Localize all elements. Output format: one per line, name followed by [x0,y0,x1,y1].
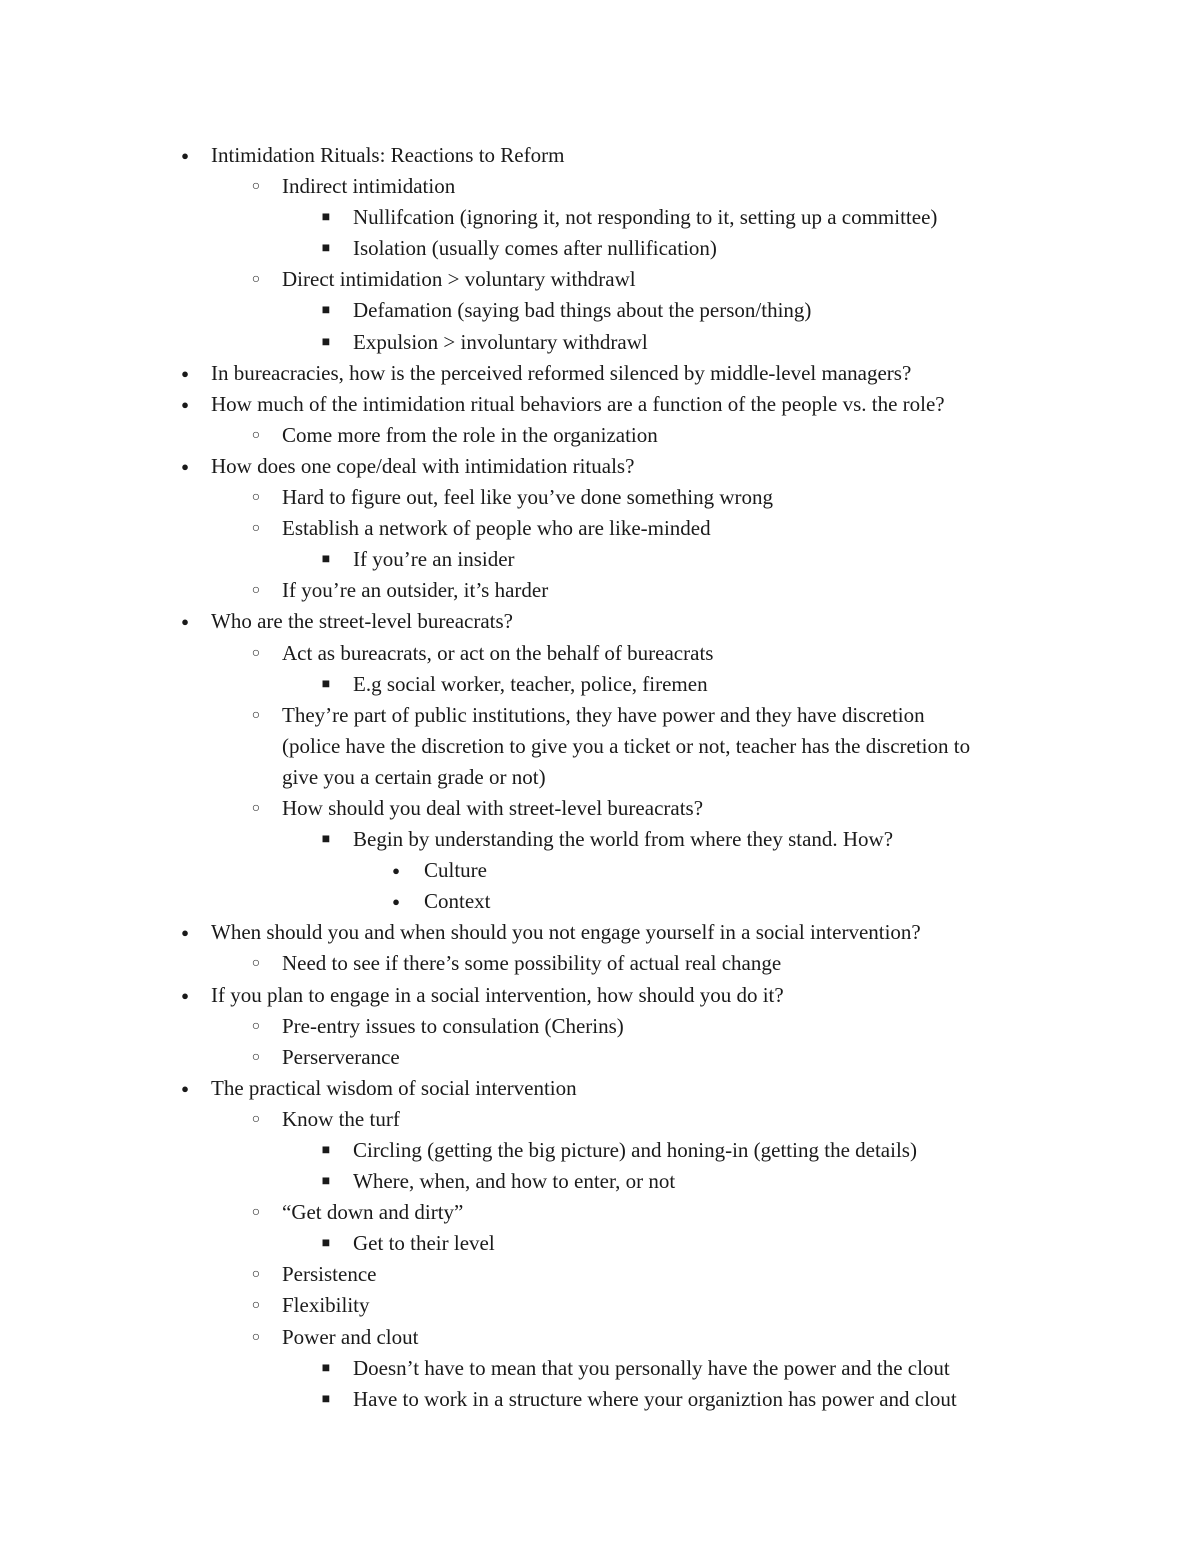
outline-text: Direct intimidation > voluntary withdrawl [282,267,636,292]
filled-disc-bullet-icon: ● [392,894,400,910]
outline-item-level-1 [0,793,1200,824]
outline-item-level-1 [0,171,1200,202]
hollow-circle-bullet-icon: ○ [251,490,261,506]
outline-text: E.g social worker, teacher, police, firemen [353,671,708,696]
filled-disc-bullet-icon: ● [181,925,189,941]
hollow-circle-bullet-icon: ○ [251,956,261,972]
outline-text: Get to their level [353,1231,495,1256]
outline-item-level-1 [0,1322,1200,1353]
filled-disc-bullet-icon: ● [181,365,189,381]
outline-text: Pre-entry issues to consulation (Cherins) [282,1013,624,1038]
outline-text: Who are the street-level bureacrats? [211,609,513,634]
outline-item-level-2 [0,233,1200,264]
outline-item-level-1 [0,1197,1200,1228]
outline-text: If you’re an insider [353,547,515,572]
outline-item-level-0 [0,1073,1200,1104]
outline-item-level-0 [0,917,1200,948]
filled-disc-bullet-icon: ● [181,987,189,1003]
outline-item-level-1 [0,420,1200,451]
outline-text: Expulsion > involuntary withdrawl [353,329,648,354]
filled-square-bullet-icon: ■ [321,210,331,226]
outline-item-level-1 [0,1011,1200,1042]
filled-square-bullet-icon: ■ [321,1236,331,1252]
hollow-circle-bullet-icon: ○ [251,179,261,195]
outline-item-level-0 [0,140,1200,171]
hollow-circle-bullet-icon: ○ [251,272,261,288]
outline-text: Intimidation Rituals: Reactions to Reform [211,143,565,167]
outline-item-level-1 [0,1259,1200,1290]
outline-text: Isolation (usually comes after nullification) [353,236,717,261]
outline-text: They’re part of public institutions, they have power and they have discretion [282,702,925,727]
outline-item-level-1 [0,264,1200,295]
outline-text: Flexibility [282,1293,370,1318]
hollow-circle-bullet-icon: ○ [251,427,261,443]
outline-item-level-1 [0,638,1200,669]
filled-disc-bullet-icon: ● [181,458,189,474]
outline-text: Circling (getting the big picture) and honing-in (getting the details) [353,1138,917,1162]
outline-text: Know the turf [282,1106,400,1131]
outline-text: Nullifcation (ignoring it, not responding to it, setting up a committee) [353,205,938,230]
outline-continuation-line [0,731,1200,762]
outline-text: “Get down and dirty” [282,1200,464,1225]
filled-disc-bullet-icon: ● [181,148,189,163]
outline-item-level-2 [0,824,1200,855]
outline-text: Culture [424,858,487,883]
hollow-circle-bullet-icon: ○ [251,1298,261,1314]
document-body [0,140,1200,1415]
outline-item-level-1 [0,1042,1200,1073]
outline-item-level-0 [0,358,1200,389]
outline-item-level-1 [0,1104,1200,1135]
outline-item-level-0 [0,451,1200,482]
outline-item-level-1 [0,1290,1200,1321]
outline-text: Doesn’t have to mean that you personally have the power and the clout [353,1355,950,1380]
outline-text: Context [424,889,491,914]
outline-text: Defamation (saying bad things about the person/thing) [353,298,812,323]
outline-continuation-line [0,762,1200,793]
outline-item-level-3 [0,886,1200,917]
outline-item-level-1 [0,700,1200,731]
filled-disc-bullet-icon: ● [181,614,189,630]
outline-item-level-1 [0,482,1200,513]
outline-item-level-2 [0,1135,1200,1166]
outline-text: Where, when, and how to enter, or not [353,1169,676,1194]
outline-text: (police have the discretion to give you a ticket or not, teacher has the discretion to [282,733,971,758]
outline-text: Indirect intimidation [282,174,456,199]
hollow-circle-bullet-icon: ○ [251,1329,261,1345]
filled-square-bullet-icon: ■ [321,676,331,692]
outline-item-level-2 [0,1353,1200,1384]
outline-text: Power and clout [282,1324,419,1349]
outline-text: When should you and when should you not engage yourself in a social intervention? [211,920,921,945]
outline-text: How does one cope/deal with intimidation rituals? [211,453,635,478]
outline-text: give you a certain grade or not) [282,764,546,789]
hollow-circle-bullet-icon: ○ [251,1018,261,1034]
outline-text: Persistence [282,1262,377,1287]
outline-text: If you’re an outsider, it’s harder [282,578,549,603]
outline-item-level-2 [0,1228,1200,1259]
filled-square-bullet-icon: ■ [321,334,331,350]
filled-square-bullet-icon: ■ [321,303,331,319]
outline-text: How much of the intimidation ritual behaviors are a function of the people vs. the role? [211,391,945,416]
outline-item-level-1 [0,948,1200,979]
filled-square-bullet-icon: ■ [321,1143,331,1158]
filled-square-bullet-icon: ■ [321,1391,331,1407]
hollow-circle-bullet-icon: ○ [251,521,261,537]
outline-item-level-2 [0,202,1200,233]
outline-text: Perserverance [282,1044,400,1069]
hollow-circle-bullet-icon: ○ [251,645,261,661]
outline-text: Need to see if there’s some possibility of actual real change [282,951,782,976]
outline-item-level-0 [0,980,1200,1011]
outline-text: In bureacracies, how is the perceived reformed silenced by middle-level managers? [211,360,912,385]
hollow-circle-bullet-icon: ○ [251,1049,261,1065]
filled-square-bullet-icon: ■ [321,241,331,257]
filled-disc-bullet-icon: ● [181,1080,189,1096]
filled-disc-bullet-icon: ● [181,396,189,412]
outline-item-level-0 [0,389,1200,420]
outline-text: Begin by understanding the world from where they stand. How? [353,827,894,852]
outline-text: Hard to figure out, feel like you’ve done something wrong [282,485,774,510]
outline-text: How should you deal with street-level bureacrats? [282,795,704,820]
outline-item-level-2 [0,1166,1200,1197]
outline-item-level-2 [0,1384,1200,1415]
outline-item-level-2 [0,544,1200,575]
outline-text: Establish a network of people who are like-minded [282,516,711,541]
hollow-circle-bullet-icon: ○ [251,1205,261,1221]
outline-item-level-1 [0,513,1200,544]
hollow-circle-bullet-icon: ○ [251,800,261,816]
filled-square-bullet-icon: ■ [321,1174,331,1190]
outline-item-level-2 [0,327,1200,358]
outline-text: Come more from the role in the organization [282,422,658,447]
filled-square-bullet-icon: ■ [321,832,331,848]
outline-item-level-2 [0,295,1200,326]
outline-text: If you plan to engage in a social intervention, how should you do it? [211,982,784,1007]
filled-square-bullet-icon: ■ [321,1360,331,1376]
hollow-circle-bullet-icon: ○ [251,707,261,723]
filled-square-bullet-icon: ■ [321,552,331,568]
filled-disc-bullet-icon: ● [392,863,400,879]
hollow-circle-bullet-icon: ○ [251,1267,261,1283]
outline-text: Have to work in a structure where your organiztion has power and clout [353,1386,957,1411]
outline-item-level-3 [0,855,1200,886]
outline-item-level-2 [0,669,1200,700]
outline-text: The practical wisdom of social intervention [211,1075,577,1100]
outline-text: Act as bureacrats, or act on the behalf of bureacrats [282,640,714,665]
outline-item-level-0 [0,606,1200,637]
hollow-circle-bullet-icon: ○ [251,583,261,599]
hollow-circle-bullet-icon: ○ [251,1111,261,1127]
outline-item-level-1 [0,575,1200,606]
